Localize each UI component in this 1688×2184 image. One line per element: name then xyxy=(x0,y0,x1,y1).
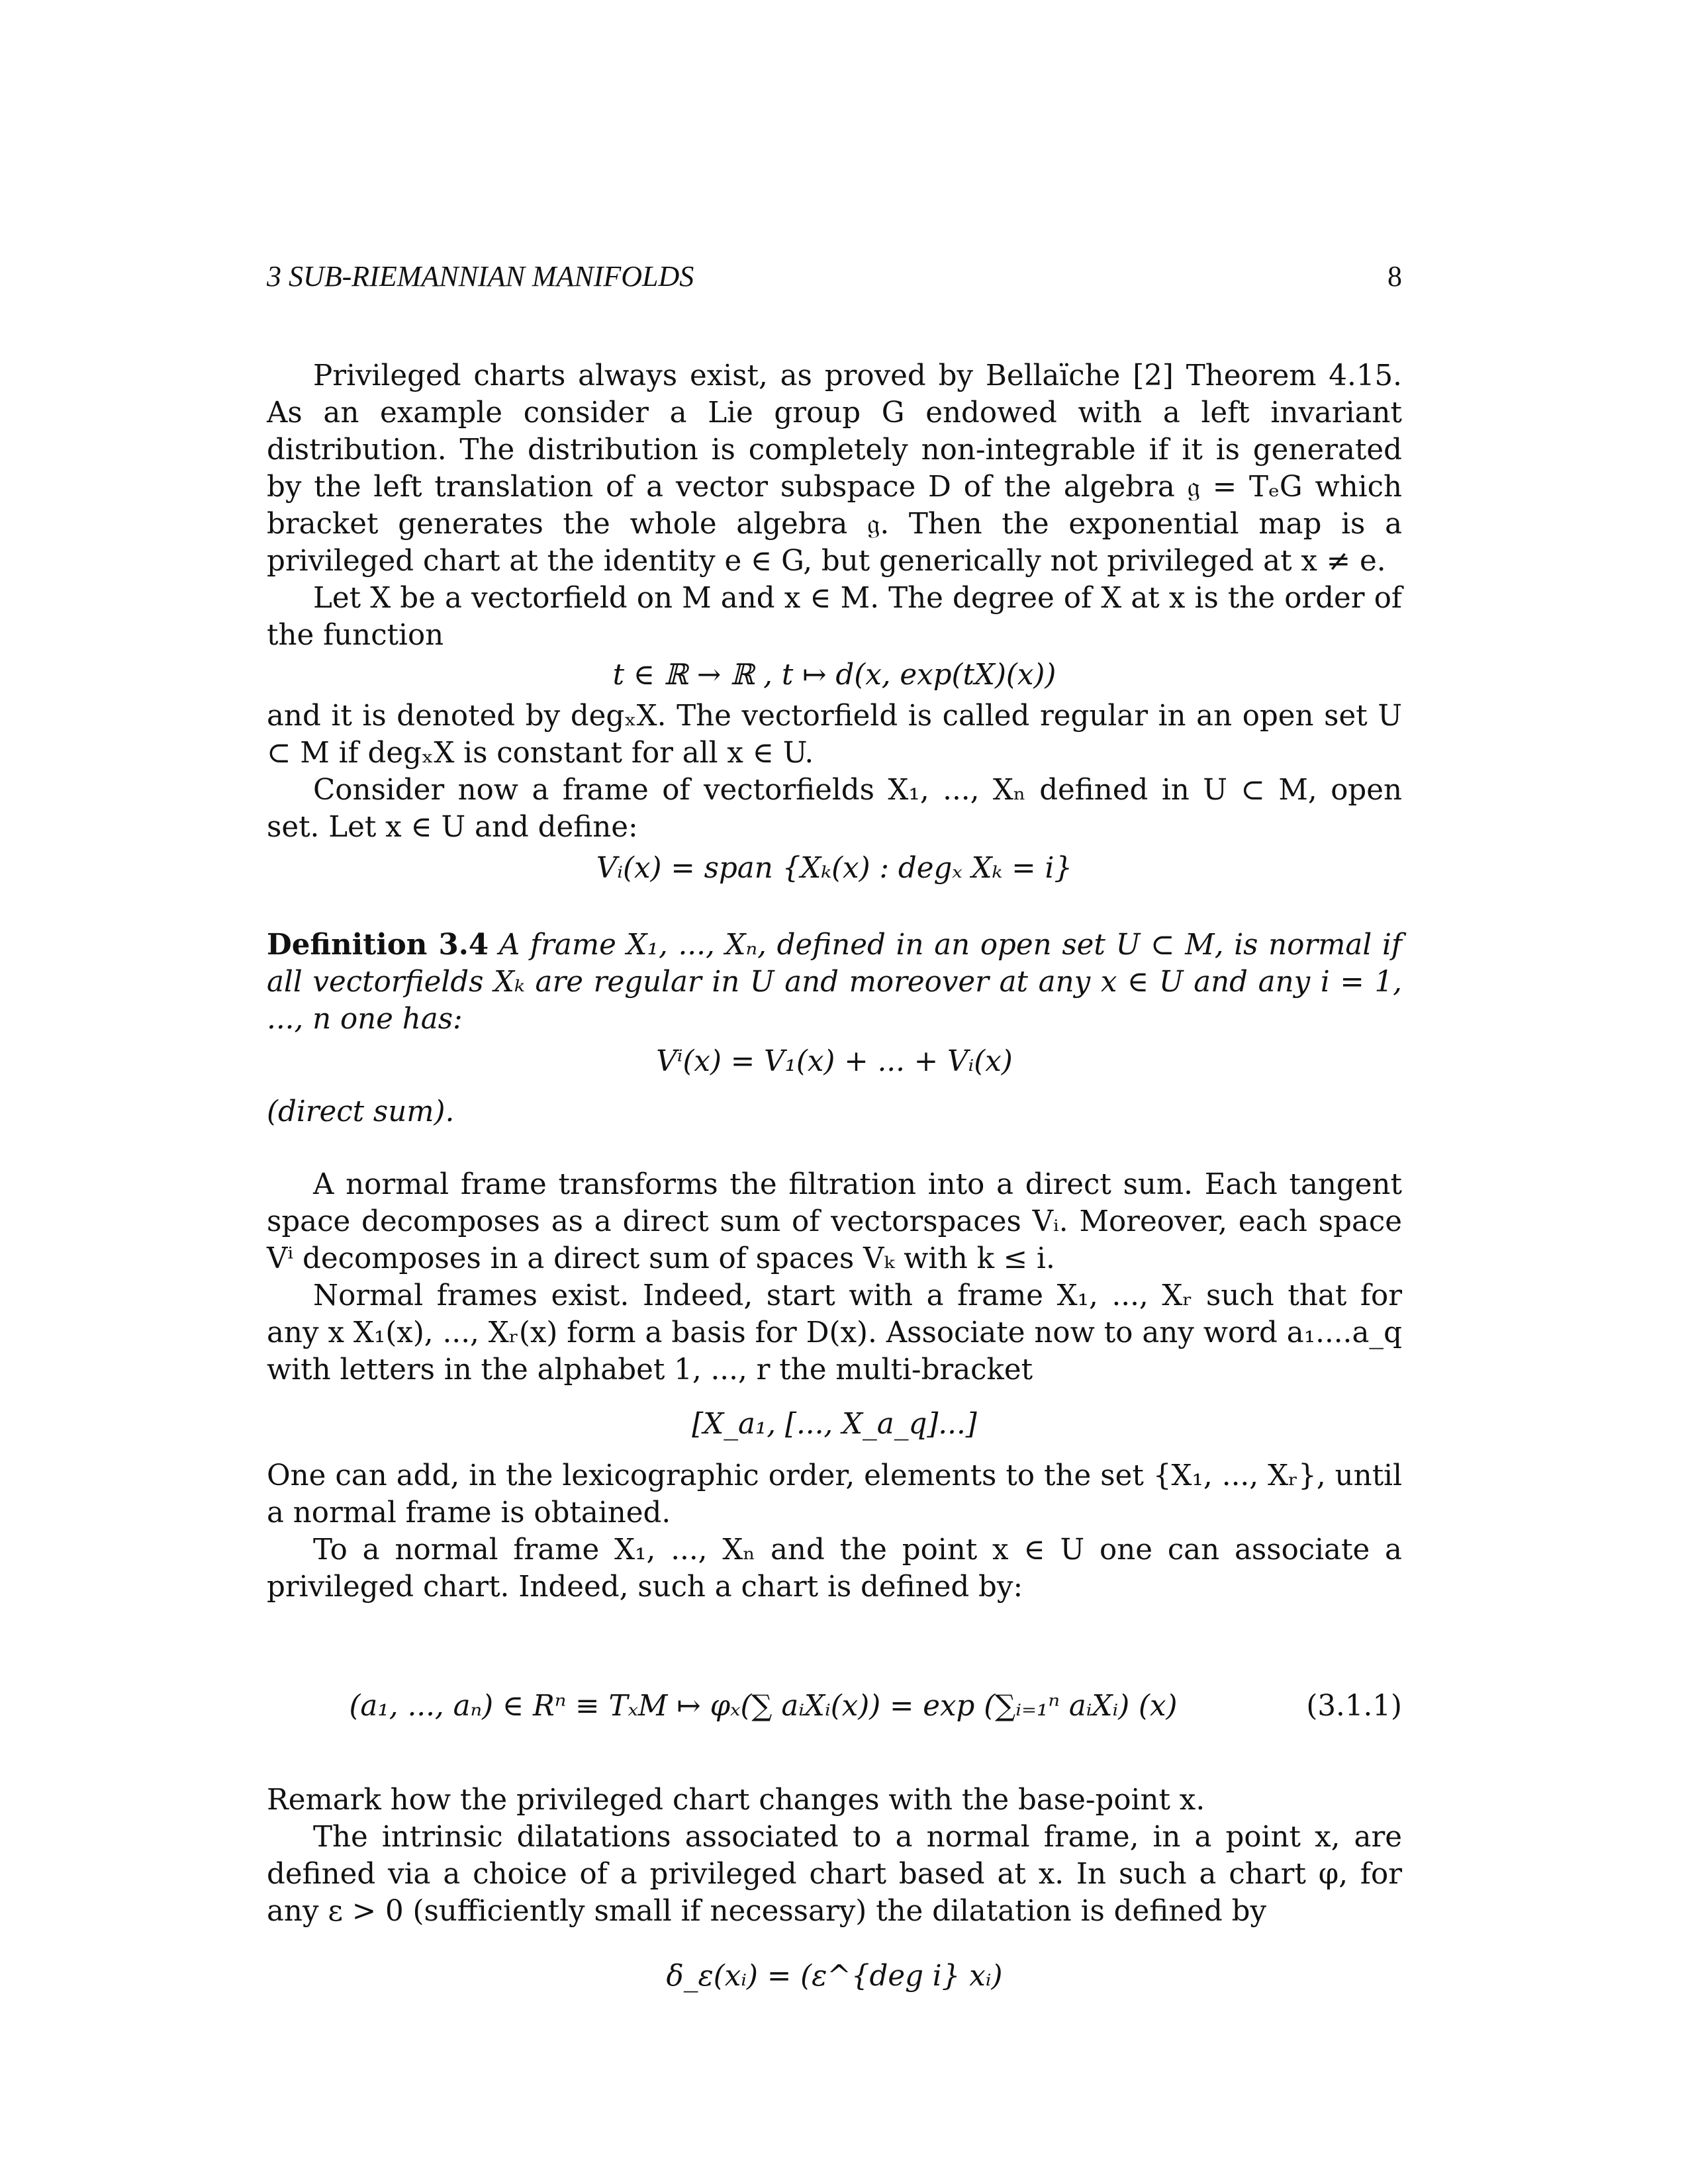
equation-chart-row xyxy=(267,1668,1402,1760)
paragraph-dilatations: The intrinsic dilatations associated to a normal frame, in a point x, are defined via a choice of a privileged chart based at x. In such a chart φ, for any ε > 0 (sufficiently small if necessary) the dilatation is defined by xyxy=(267,1821,1402,1928)
running-header xyxy=(267,259,1402,299)
paragraph-privileged-charts: Privileged charts always exist, as proved by Bellaïche [2] Theorem 4.15. As an example consider a Lie group G endowed with a left invariant distribution. The distribution is completely non-integrable if it is generated by the left translation of a vector subspace D of the algebra 𝔤 = TₑG which bracket generates the whole algebra 𝔤. Then the exponential map is a privileged chart at the identity e ∈ G, but generically not privileged at x ≠ e. xyxy=(267,359,1402,578)
definition-label: Definition 3.4 xyxy=(267,928,489,962)
paragraph-frame: Consider now a frame of vectorfields X₁, ..., Xₙ defined in U ⊂ M, open set. Let x ∈ U and define: xyxy=(267,774,1402,844)
equation-direct-sum: Vⁱ(x) = V₁(x) + ... + Vᵢ(x) xyxy=(656,1045,1013,1078)
paragraph-normal-frames-exist: Normal frames exist. Indeed, start with a frame X₁, ..., Xᵣ such that for any x X₁(x), ..., Xᵣ(x) form a basis for D(x). Associate now to any word a₁....a_q with letters in the alphabet 1, ..., r the multi-bracket xyxy=(267,1279,1402,1387)
equation-multi-bracket: [X_a₁, [..., X_a_q]...] xyxy=(692,1408,977,1441)
paragraph-regular: and it is denoted by degₓX. The vectorfield is called regular in an open set U ⊂ M if degₓX is constant for all x ∈ U. xyxy=(267,700,1402,770)
equation-span: Vᵢ(x) = span {Xₖ(x) : degₓ Xₖ = i} xyxy=(596,852,1073,885)
equation-dilatation: δ_ε(xᵢ) = (ε^{deg i} xᵢ) xyxy=(666,1960,1003,1993)
equation-chart: (a₁, ..., aₙ) ∈ Rⁿ ≡ TₓM ↦ φₓ(∑ aᵢXᵢ(x)) = exp (∑ᵢ₌₁ⁿ aᵢXᵢ) (x) xyxy=(349,1690,1178,1723)
definition-3-4 xyxy=(267,927,1402,1130)
paragraph-normal-frame: A normal frame transforms the filtration into a direct sum. Each tangent space decomposes as a direct sum of vectorspaces Vᵢ. Moreover, each space Vⁱ decomposes in a direct sum of spaces Vₖ with k ≤ i. xyxy=(267,1168,1402,1275)
definition-tail: (direct sum). xyxy=(267,1095,455,1128)
body-block-1 xyxy=(267,357,1402,887)
section-title: 3 SUB-RIEMANNIAN MANIFOLDS xyxy=(267,260,694,293)
equation-number: (3.1.1) xyxy=(1306,1690,1402,1723)
page-number: 8 xyxy=(1387,260,1402,293)
body-block-3 xyxy=(267,1782,1402,1995)
equation-degree: t ∈ ℝ → ℝ , t ↦ d(x, exp(tX)(x)) xyxy=(612,659,1056,692)
body-block-2 xyxy=(267,1166,1402,1606)
paragraph-remark: Remark how the privileged chart changes with the base-point x. xyxy=(267,1784,1205,1817)
paragraph-lexicographic: One can add, in the lexicographic order, elements to the set {X₁, ..., Xᵣ}, until a normal frame is obtained. xyxy=(267,1459,1402,1529)
paragraph-associate-chart: To a normal frame X₁, ..., Xₙ and the point x ∈ U one can associate a privileged chart. Indeed, such a chart is defined by: xyxy=(267,1533,1402,1604)
paragraph-degree-definition: Let X be a vectorfield on M and x ∈ M. The degree of X at x is the order of the function xyxy=(267,582,1402,652)
definition-body: A frame X₁, ..., Xₙ, defined in an open set U ⊂ M, is normal if all vectorfields Xₖ are regular in U and moreover at any x ∈ U and any i = 1, ..., n one has: xyxy=(267,929,1402,1036)
